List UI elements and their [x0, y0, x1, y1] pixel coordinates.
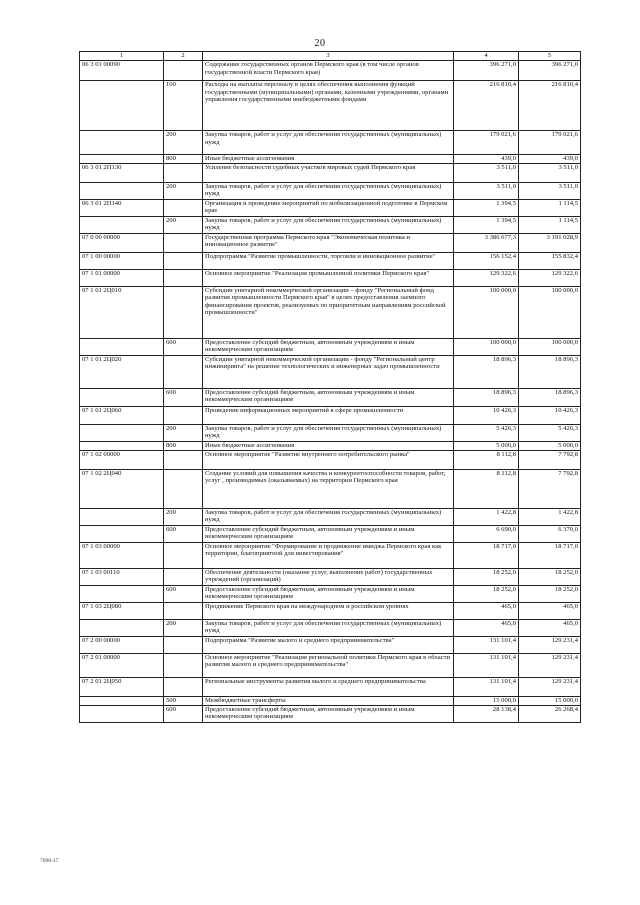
cell-code [80, 441, 164, 450]
cell-name: Основное мероприятие "Реализация региональной политики Пермского края в области развития малого и среднего предпринимательства" [203, 653, 454, 677]
cell-code [80, 131, 164, 155]
cell-amount-2: 6 370,0 [519, 525, 581, 542]
cell-amount-1: 179 021,6 [454, 131, 519, 155]
cell-amount-1: 3 386 677,3 [454, 233, 519, 252]
cell-expense-type [164, 252, 203, 269]
cell-amount-1: 465,0 [454, 602, 519, 619]
table-row [80, 338, 581, 355]
cell-expense-type: 600 [164, 338, 203, 355]
table-row [80, 252, 581, 269]
cell-name: Подпрограмма "Развитие малого и среднего предпринимательства" [203, 636, 454, 653]
cell-amount-1: 18 896,3 [454, 388, 519, 406]
table-row [80, 131, 581, 155]
cell-expense-type [164, 269, 203, 286]
cell-amount-2: 179 021,6 [519, 131, 581, 155]
cell-name: Предоставление субсидий бюджетным, автономным учреждениям и иным некоммерческим организациям [203, 525, 454, 542]
cell-amount-2: 1 114,5 [519, 199, 581, 216]
cell-amount-2: 3 191 028,9 [519, 233, 581, 252]
cell-amount-2: 129 322,6 [519, 269, 581, 286]
cell-name: Субсидии унитарной некоммерческой организации – фонду "Региональный фонд развития промышленности Пермского края" в целях предоставления заемного финансирования проектов, реализуемых по приоритетным направлениям российской промышленности" [203, 286, 454, 338]
cell-amount-1: 131 101,4 [454, 677, 519, 696]
cell-amount-1: 129 322,6 [454, 269, 519, 286]
cell-expense-type: 100 [164, 81, 203, 131]
table-row [80, 286, 581, 338]
cell-amount-1: 216 810,4 [454, 81, 519, 131]
cell-expense-type [164, 602, 203, 619]
cell-amount-2: 5 426,3 [519, 424, 581, 441]
cell-amount-1: 8 112,8 [454, 450, 519, 469]
cell-expense-type: 200 [164, 619, 203, 636]
cell-amount-2: 26 268,4 [519, 705, 581, 722]
cell-code [80, 705, 164, 722]
cell-code [80, 155, 164, 164]
table-row [80, 469, 581, 508]
cell-expense-type [164, 199, 203, 216]
cell-amount-1: 1 394,5 [454, 199, 519, 216]
cell-name: Предоставление субсидий бюджетным, автономным учреждениям и иным некоммерческим организациям [203, 705, 454, 722]
cell-code [80, 508, 164, 525]
cell-amount-2: 396 271,0 [519, 61, 581, 81]
cell-amount-2: 18 252,0 [519, 585, 581, 602]
cell-code: 06 3 01 2П140 [80, 199, 164, 216]
cell-name: Основное мероприятие "Развитие внутреннего потребительского рынка" [203, 450, 454, 469]
cell-code: 07 1 01 00000 [80, 269, 164, 286]
cell-amount-1: 10 426,3 [454, 406, 519, 424]
table-row [80, 542, 581, 568]
cell-amount-2: 439,0 [519, 155, 581, 164]
cell-expense-type: 500 [164, 696, 203, 705]
table-row [80, 424, 581, 441]
footer-code: 7698-17 [40, 858, 59, 864]
cell-code [80, 81, 164, 131]
cell-amount-2: 465,0 [519, 619, 581, 636]
cell-amount-2: 216 810,4 [519, 81, 581, 131]
cell-name: Организация и проведение мероприятий по мобилизационной подготовке в Пермском крае [203, 199, 454, 216]
table-row [80, 233, 581, 252]
cell-expense-type [164, 653, 203, 677]
cell-name: Закупка товаров, работ и услуг для обеспечения государственных (муниципальных) нужд [203, 508, 454, 525]
cell-amount-1: 465,0 [454, 619, 519, 636]
cell-expense-type [164, 286, 203, 338]
cell-code: 07 0 00 00000 [80, 233, 164, 252]
cell-amount-2: 18 252,0 [519, 568, 581, 585]
cell-code [80, 525, 164, 542]
cell-expense-type: 200 [164, 424, 203, 441]
cell-name: Проведение информационных мероприятий в сфере промышленности [203, 406, 454, 424]
cell-code [80, 182, 164, 199]
cell-name: Предоставление субсидий бюджетным, автономным учреждениям и иным некоммерческим организациям [203, 585, 454, 602]
cell-name: Закупка товаров, работ и услуг для обеспечения государственных (муниципальных) нужд [203, 131, 454, 155]
cell-code [80, 424, 164, 441]
cell-name: Создание условий для повышения качества и конкурентоспособности товаров, работ, услуг , производимых (оказываемых) на территории Пермского края [203, 469, 454, 508]
cell-amount-1: 3 511,0 [454, 182, 519, 199]
column-header-2: 2 [164, 52, 203, 61]
cell-expense-type [164, 542, 203, 568]
table-row [80, 653, 581, 677]
cell-code [80, 619, 164, 636]
cell-code [80, 696, 164, 705]
table-row [80, 585, 581, 602]
cell-amount-1: 5 426,3 [454, 424, 519, 441]
table-row [80, 696, 581, 705]
cell-amount-1: 1 394,5 [454, 216, 519, 233]
cell-name: Государственная программа Пермского края "Экономическая политика и инновационное развитие" [203, 233, 454, 252]
cell-expense-type [164, 636, 203, 653]
cell-amount-2: 129 231,4 [519, 677, 581, 696]
cell-amount-1: 439,0 [454, 155, 519, 164]
table-row [80, 269, 581, 286]
cell-amount-1: 18 717,0 [454, 542, 519, 568]
cell-code: 07 1 02 2Ц040 [80, 469, 164, 508]
table-row [80, 450, 581, 469]
cell-code [80, 338, 164, 355]
cell-expense-type: 600 [164, 388, 203, 406]
table-row [80, 182, 581, 199]
cell-amount-2: 5 000,0 [519, 441, 581, 450]
column-header-4: 4 [454, 52, 519, 61]
cell-amount-2: 18 896,3 [519, 388, 581, 406]
cell-amount-2: 10 426,3 [519, 406, 581, 424]
cell-name: Региональные инструменты развития малого и среднего предпринимательства [203, 677, 454, 696]
table-row [80, 406, 581, 424]
table-row [80, 525, 581, 542]
cell-name: Закупка товаров, работ и услуг для обеспечения государственных (муниципальных) нужд [203, 619, 454, 636]
cell-name: Закупка товаров, работ и услуг для обеспечения государственных (муниципальных) нужд [203, 182, 454, 199]
cell-expense-type: 600 [164, 585, 203, 602]
table-row [80, 216, 581, 233]
cell-expense-type [164, 450, 203, 469]
table-row [80, 163, 581, 182]
table-row [80, 619, 581, 636]
cell-code: 07 2 01 00000 [80, 653, 164, 677]
cell-amount-2: 100 000,0 [519, 286, 581, 338]
cell-expense-type [164, 61, 203, 81]
header-row [80, 52, 581, 61]
table-row [80, 155, 581, 164]
cell-name: Закупка товаров, работ и услуг для обеспечения государственных (муниципальных) нужд [203, 216, 454, 233]
table-row [80, 602, 581, 619]
cell-amount-2: 465,0 [519, 602, 581, 619]
cell-expense-type: 600 [164, 525, 203, 542]
cell-amount-1: 131 101,4 [454, 636, 519, 653]
table-row [80, 61, 581, 81]
cell-amount-2: 3 511,0 [519, 182, 581, 199]
cell-expense-type [164, 406, 203, 424]
cell-name: Предоставление субсидий бюджетным, автономным учреждениям и иным некоммерческим организациям [203, 338, 454, 355]
cell-amount-2: 18 717,0 [519, 542, 581, 568]
cell-amount-2: 15 000,0 [519, 696, 581, 705]
cell-amount-2: 1 422,8 [519, 508, 581, 525]
cell-expense-type [164, 355, 203, 388]
cell-amount-1: 3 511,0 [454, 163, 519, 182]
cell-expense-type [164, 233, 203, 252]
cell-code: 07 1 03 00000 [80, 542, 164, 568]
cell-expense-type: 200 [164, 131, 203, 155]
cell-name: Иные бюджетные ассигнования [203, 441, 454, 450]
table-row [80, 568, 581, 585]
cell-amount-1: 6 690,0 [454, 525, 519, 542]
cell-name: Субсидии унитарной некоммерческой организации - фонду "Региональный центр инжиниринга" на решение технологических и инженерных задач промышленности [203, 355, 454, 388]
cell-amount-1: 15 000,0 [454, 696, 519, 705]
cell-code [80, 585, 164, 602]
cell-amount-1: 18 252,0 [454, 585, 519, 602]
cell-amount-2: 100 000,0 [519, 338, 581, 355]
cell-expense-type: 800 [164, 155, 203, 164]
cell-code: 07 1 01 2Ц060 [80, 406, 164, 424]
table-row [80, 441, 581, 450]
cell-name: Межбюджетные трансферты [203, 696, 454, 705]
cell-code: 07 1 03 2Ц080 [80, 602, 164, 619]
table-row [80, 81, 581, 131]
cell-amount-2: 3 511,0 [519, 163, 581, 182]
cell-expense-type [164, 163, 203, 182]
cell-amount-1: 100 000,0 [454, 286, 519, 338]
cell-code: 07 1 03 00110 [80, 568, 164, 585]
cell-expense-type [164, 469, 203, 508]
cell-amount-2: 129 231,4 [519, 653, 581, 677]
cell-expense-type: 600 [164, 705, 203, 722]
cell-expense-type: 200 [164, 182, 203, 199]
cell-code: 07 2 00 00000 [80, 636, 164, 653]
cell-code: 07 1 02 00000 [80, 450, 164, 469]
cell-name: Предоставление субсидий бюджетным, автономным учреждениям и иным некоммерческим организациям [203, 388, 454, 406]
column-header-1: 1 [80, 52, 164, 61]
table-row [80, 705, 581, 722]
cell-amount-1: 131 101,4 [454, 653, 519, 677]
cell-name: Усиление безопасности судебных участков мировых судей Пермского края [203, 163, 454, 182]
cell-expense-type: 800 [164, 441, 203, 450]
cell-amount-2: 18 896,3 [519, 355, 581, 388]
cell-expense-type [164, 677, 203, 696]
cell-amount-2: 7 792,8 [519, 450, 581, 469]
cell-amount-2: 1 114,5 [519, 216, 581, 233]
column-header-3: 3 [203, 52, 454, 61]
cell-name: Продвижение Пермского края на международном и российском уровнях [203, 602, 454, 619]
cell-name: Основное мероприятие "Формирование и продвижение имиджа Пермского края как территории, благоприятной для инвестирования" [203, 542, 454, 568]
column-header-5: 5 [519, 52, 581, 61]
cell-code: 07 1 01 2Ц020 [80, 355, 164, 388]
cell-code: 07 1 00 00000 [80, 252, 164, 269]
cell-name: Обеспечение деятельности (оказание услуг, выполнение работ) государственных учреждений (организаций) [203, 568, 454, 585]
page-number: 20 [314, 38, 326, 49]
table-row [80, 199, 581, 216]
table-row [80, 677, 581, 696]
cell-code [80, 388, 164, 406]
cell-code [80, 216, 164, 233]
cell-name: Расходы на выплаты персоналу в целях обеспечения выполнения функций государственными (муниципальными) органами, казенными учреждениями, органами управления государственными внебюджетными фондами [203, 81, 454, 131]
cell-amount-1: 5 000,0 [454, 441, 519, 450]
table-row [80, 636, 581, 653]
cell-code: 06 3 01 2П130 [80, 163, 164, 182]
cell-amount-1: 18 252,0 [454, 568, 519, 585]
cell-amount-1: 396 271,0 [454, 61, 519, 81]
table-row [80, 355, 581, 388]
cell-name: Закупка товаров, работ и услуг для обеспечения государственных (муниципальных) нужд [203, 424, 454, 441]
cell-amount-2: 129 231,4 [519, 636, 581, 653]
cell-code: 07 2 01 2Ц050 [80, 677, 164, 696]
table-row [80, 388, 581, 406]
cell-amount-2: 155 832,4 [519, 252, 581, 269]
table-row [80, 508, 581, 525]
cell-expense-type [164, 568, 203, 585]
cell-name: Основное мероприятие "Реализация промышленной политики Пермского края" [203, 269, 454, 286]
cell-amount-1: 156 152,4 [454, 252, 519, 269]
cell-amount-1: 18 896,3 [454, 355, 519, 388]
cell-amount-1: 28 138,4 [454, 705, 519, 722]
budget-table [79, 51, 581, 723]
cell-name: Иные бюджетные ассигнования [203, 155, 454, 164]
cell-code: 07 1 01 2Ц010 [80, 286, 164, 338]
cell-expense-type: 200 [164, 216, 203, 233]
cell-amount-1: 8 112,8 [454, 469, 519, 508]
cell-expense-type: 200 [164, 508, 203, 525]
cell-amount-1: 1 422,8 [454, 508, 519, 525]
cell-code: 06 3 01 00090 [80, 61, 164, 81]
cell-amount-2: 7 792,8 [519, 469, 581, 508]
cell-name: Содержание государственных органов Пермского края (в том числе органов государственной власти Пермского края) [203, 61, 454, 81]
cell-amount-1: 100 000,0 [454, 338, 519, 355]
cell-name: Подпрограмма "Развитие промышленности, торговли и инновационное развитие" [203, 252, 454, 269]
